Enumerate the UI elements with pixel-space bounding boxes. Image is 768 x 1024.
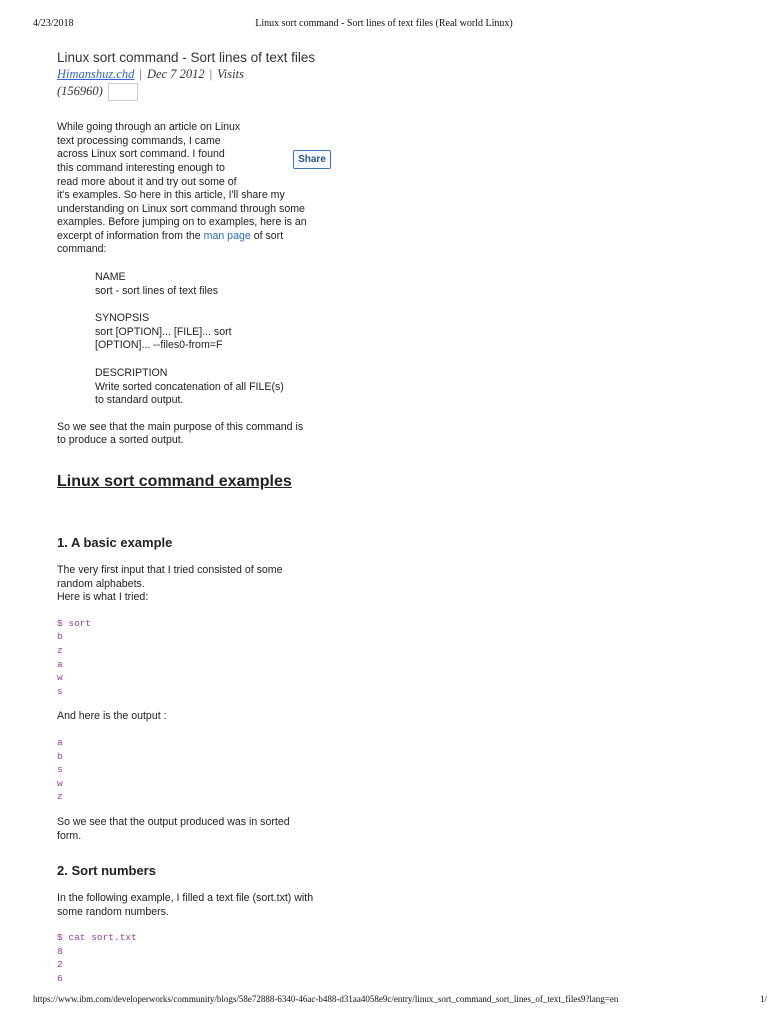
code-line: $ sort	[57, 617, 92, 629]
man-name-heading: NAME	[95, 271, 126, 284]
code-line: s	[57, 764, 63, 776]
man-page-link[interactable]: man page	[203, 229, 251, 242]
example1-conclusion	[57, 816, 347, 843]
byline	[57, 66, 347, 101]
visits-label: Visits	[217, 67, 244, 81]
code-line: z	[57, 791, 63, 803]
example1-line: random alphabets.	[57, 577, 145, 590]
code-line: b	[57, 631, 63, 643]
code-line: $ cat sort.txt	[57, 932, 137, 944]
man-synopsis-text: sort [OPTION]... [FILE]... sort	[95, 325, 232, 338]
purpose-line: to produce a sorted output.	[57, 434, 184, 447]
byline-separator: |	[209, 67, 213, 81]
intro-line	[57, 230, 347, 244]
code-line: a	[57, 736, 63, 748]
man-description-text: to standard output.	[95, 394, 184, 407]
code-line: s	[57, 685, 63, 697]
intro-text: excerpt of information from the	[57, 229, 204, 242]
byline-separator: |	[139, 67, 142, 81]
print-page-number: 1/	[760, 994, 768, 1004]
intro-line: read more about it and try out some of	[57, 175, 237, 188]
code-line: z	[57, 644, 63, 656]
visits-widget	[108, 83, 138, 101]
example1-text	[57, 564, 347, 605]
man-synopsis-text: [OPTION]... --files0-from=F	[95, 339, 223, 352]
code-line: 2	[57, 959, 63, 971]
intro-paragraph	[57, 121, 347, 257]
visits-count: (156960)	[57, 84, 103, 98]
intro-line: understanding on Linux sort command through some	[57, 202, 305, 215]
example1-heading: 1. A basic example	[57, 535, 173, 550]
conclusion-line: So we see that the output produced was in sorted	[57, 815, 290, 828]
intro-line: command:	[57, 243, 107, 256]
examples-heading: Linux sort command examples	[57, 473, 292, 490]
code-line: 6	[57, 973, 63, 985]
intro-line: this command interesting enough to	[57, 161, 225, 174]
purpose-paragraph	[57, 421, 347, 448]
example1-line: Here is what I tried:	[57, 591, 149, 604]
man-name-text: sort - sort lines of text files	[95, 284, 219, 297]
example2-line: In the following example, I filled a text file (sort.txt) with	[57, 892, 314, 905]
intro-text: of sort	[250, 229, 284, 242]
share-button[interactable]: Share	[293, 150, 331, 169]
intro-line: While going through an article on Linux	[57, 121, 241, 134]
intro-line: across Linux sort command. I found	[57, 148, 225, 161]
example2-line: some random numbers.	[57, 905, 169, 918]
print-footer-url: https://www.ibm.com/developerworks/community/blogs/58e72888-6340-46ac-b488-d31aa4058e9c/entry/linux_sort_command_sort_lines_of_text_files9?lang=en	[33, 994, 619, 1004]
man-description-heading: DESCRIPTION	[95, 367, 168, 380]
code-line: w	[57, 777, 63, 789]
conclusion-line: form.	[57, 829, 82, 842]
man-description-text: Write sorted concatenation of all FILE(s)	[95, 380, 284, 393]
example2-code	[57, 931, 347, 985]
example2-heading: 2. Sort numbers	[57, 863, 156, 879]
man-synopsis-heading: SYNOPSIS	[95, 312, 150, 325]
article-title: Linux sort command - Sort lines of text files	[57, 50, 316, 65]
intro-line: examples. Before jumping on to examples, here is an	[57, 216, 307, 229]
intro-line: it's examples. So here in this article, I'll share my	[57, 189, 285, 202]
example1-output-code	[57, 736, 347, 804]
post-date: Dec 7 2012	[146, 67, 205, 81]
code-line: w	[57, 672, 63, 684]
author-link[interactable]: Himanshuz.chd	[57, 67, 135, 81]
print-doc-title: Linux sort command - Sort lines of text files (Real world Linux)	[255, 18, 513, 29]
article-content	[57, 50, 347, 986]
example1-output-intro: And here is the output :	[57, 710, 167, 723]
example2-text	[57, 892, 347, 919]
code-line: 8	[57, 945, 63, 957]
print-date: 4/23/2018	[33, 18, 74, 29]
code-line: b	[57, 750, 63, 762]
intro-line: text processing commands, I came	[57, 134, 221, 147]
code-line: a	[57, 658, 63, 670]
example1-line: The very first input that I tried consisted of some	[57, 564, 283, 576]
man-page-excerpt	[95, 271, 347, 408]
purpose-line: So we see that the main purpose of this command is	[57, 420, 304, 433]
example1-input-code	[57, 617, 347, 699]
